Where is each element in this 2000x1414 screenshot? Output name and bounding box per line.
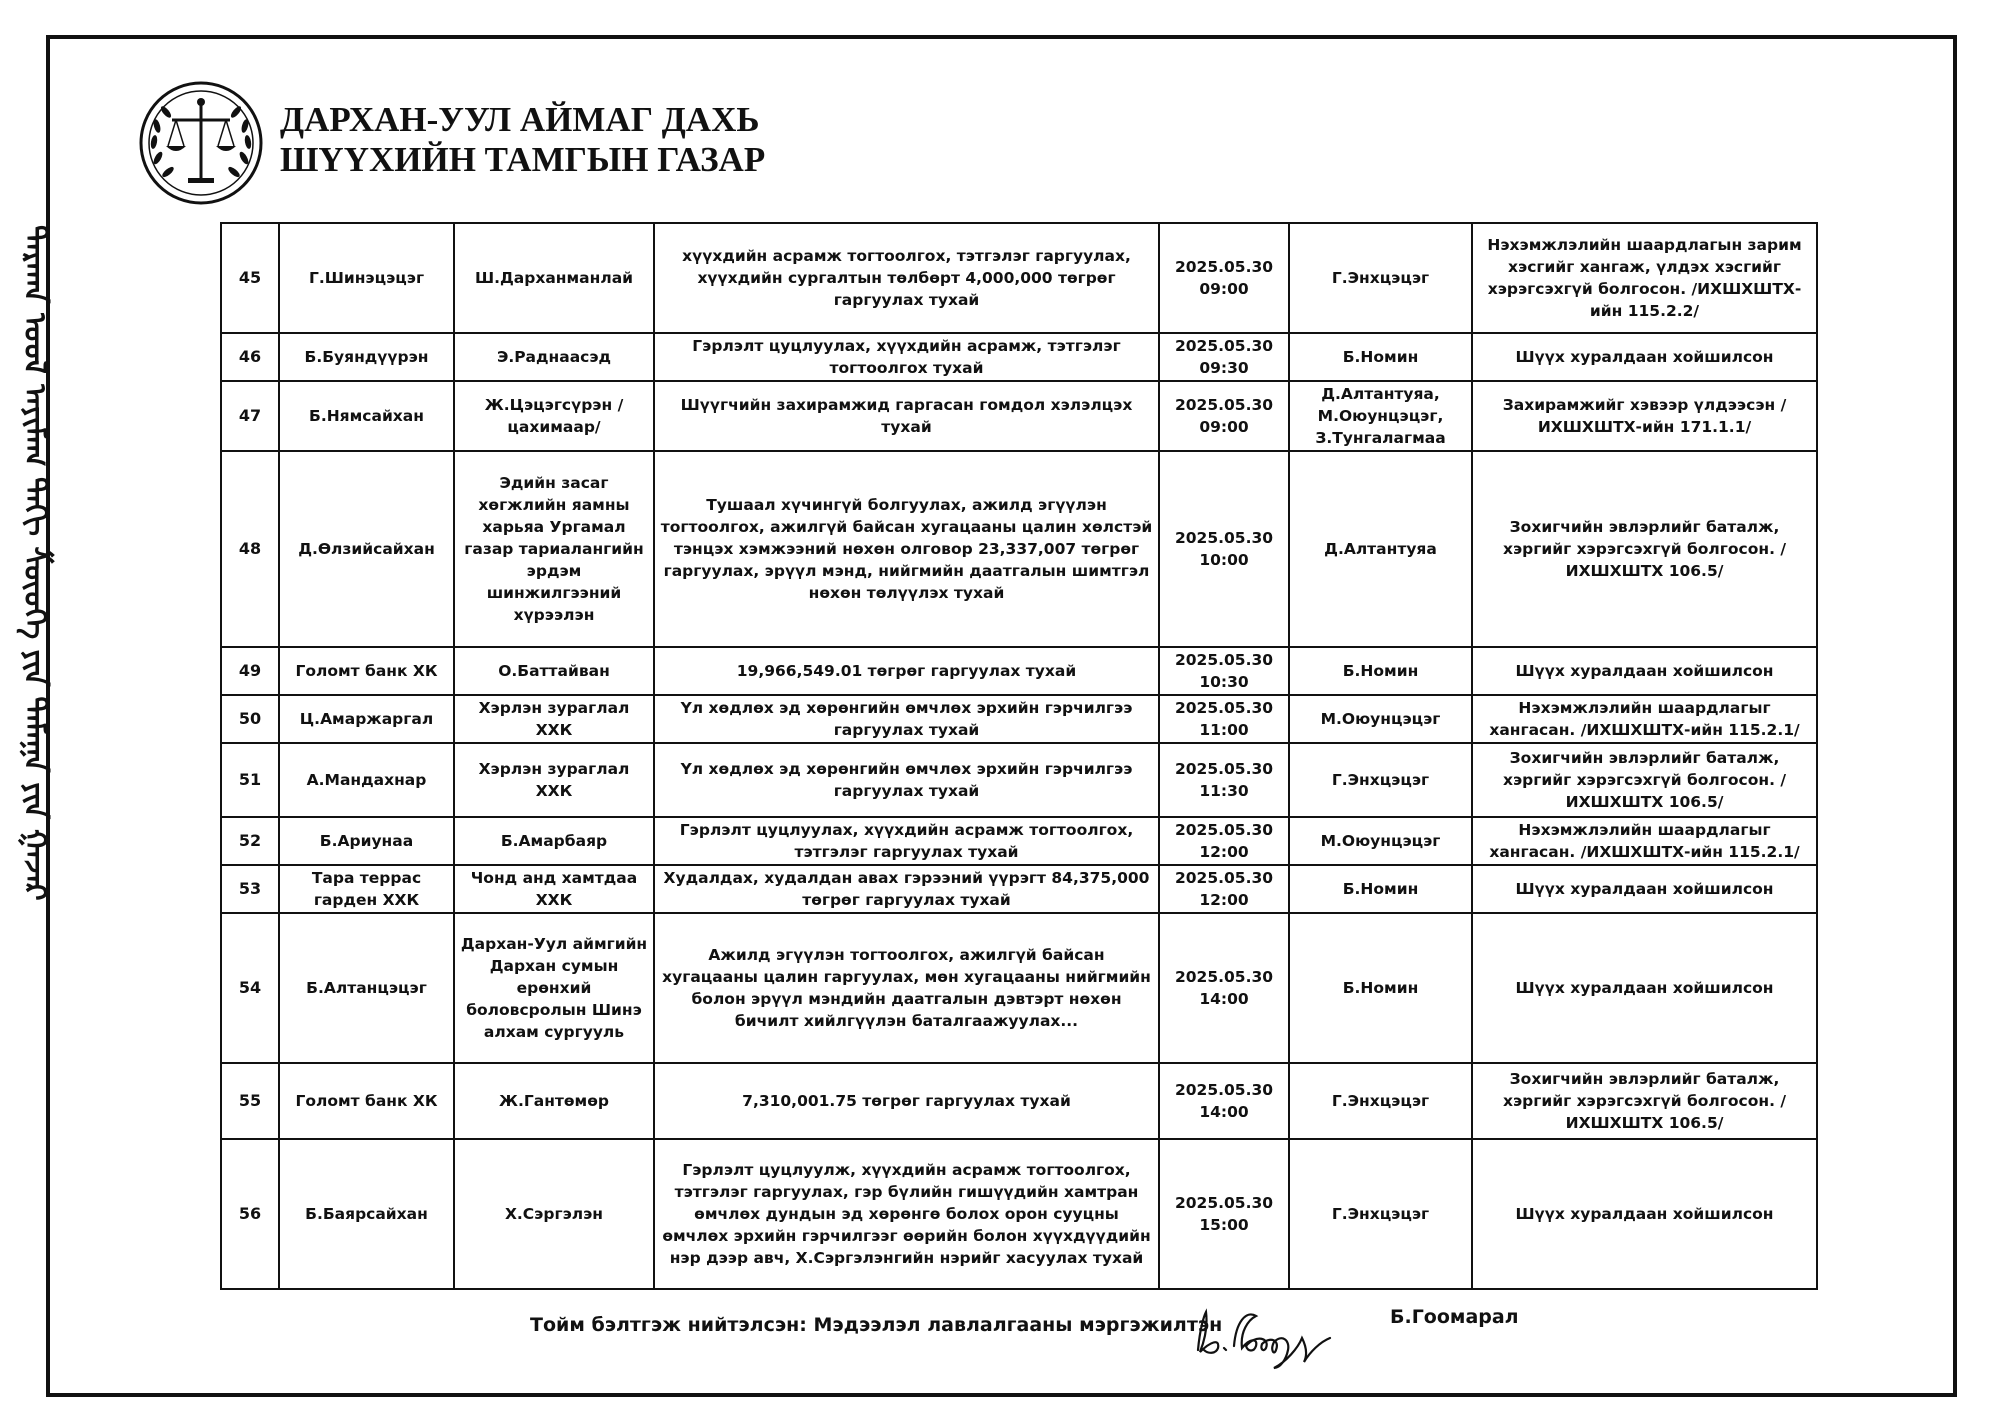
handwritten-signature (1190, 1298, 1370, 1370)
hearing-datetime-cell: 2025.05.30 12:00 (1159, 817, 1289, 865)
hearing-datetime-cell: 2025.05.30 09:00 (1159, 381, 1289, 451)
defendant-cell: О.Баттайван (454, 647, 654, 695)
judge-cell: Б.Номин (1289, 647, 1472, 695)
judge-cell: Б.Номин (1289, 913, 1472, 1063)
title-line-2: ШҮҮХИЙН ТАМГЫН ГАЗАР (280, 140, 766, 179)
hearing-datetime-cell: 2025.05.30 14:00 (1159, 913, 1289, 1063)
claim-description-cell: Худалдах, худалдан авах гэрээний үүрэгт 84,375,000 төгрөг гаргуулах тухай (654, 865, 1159, 913)
hearing-result-cell: Нэхэмжлэлийн шаардлагыг хангасан. /ИХШХШТХ-ийн 115.2.1/ (1472, 817, 1817, 865)
claim-description-cell: Үл хөдлөх эд хөрөнгийн өмчлөх эрхийн гэрчилгээ гаргуулах тухай (654, 695, 1159, 743)
defendant-cell: Х.Сэргэлэн (454, 1139, 654, 1289)
court-office-title (280, 100, 765, 180)
table-row (221, 913, 1817, 1063)
defendant-cell: Ж.Цэцэгсүрэн /цахимаар/ (454, 381, 654, 451)
hearing-datetime-cell: 2025.05.30 12:00 (1159, 865, 1289, 913)
plaintiff-cell: Ц.Амаржаргал (279, 695, 454, 743)
table-row (221, 1063, 1817, 1139)
preparer-name: Б.Гоомарал (1390, 1306, 1519, 1328)
row-number: 46 (221, 333, 279, 381)
hearing-datetime-cell: 2025.05.30 15:00 (1159, 1139, 1289, 1289)
claim-description-cell: Тушаал хүчингүй болгуулах, ажилд эгүүлэн тогтоолгох, ажилгүй байсан хугацааны цалин хөлстэй тэнцэх хэмжээний нөхөн олговор 23,337,007 төгрөг гаргуулах, эрүүл мэнд, нийгмийн даатгалын шимтгэл нөхөн төлүүлэх тухай (654, 451, 1159, 647)
scales-of-justice-emblem-icon (136, 78, 266, 208)
hearing-result-cell: Захирамжийг хэвээр үлдээсэн /ИХШХШТХ-ийн 171.1.1/ (1472, 381, 1817, 451)
table-row (221, 1139, 1817, 1289)
table-row (221, 223, 1817, 333)
claim-description-cell: Шүүгчийн захирамжид гаргасан гомдол хэлэлцэх тухай (654, 381, 1159, 451)
plaintiff-cell: Голомт банк ХК (279, 647, 454, 695)
table-row (221, 817, 1817, 865)
page-footer (530, 1300, 1630, 1360)
claim-description-cell: 19,966,549.01 төгрөг гаргуулах тухай (654, 647, 1159, 695)
defendant-cell: Б.Амарбаяр (454, 817, 654, 865)
hearing-result-cell: Нэхэмжлэлийн шаардлагын зарим хэсгийг хангаж, үлдэх хэсгийг хэрэгсэхгүй болгосон. /ИХШХШТХ-ийн 115.2.2/ (1472, 223, 1817, 333)
plaintiff-cell: Голомт банк ХК (279, 1063, 454, 1139)
claim-description-cell: Гэрлэлт цуцлуулах, хүүхдийн асрамж, тэтгэлэг тогтоолгох тухай (654, 333, 1159, 381)
table-row (221, 743, 1817, 817)
defendant-cell: Чонд анд хамтдаа ХХК (454, 865, 654, 913)
defendant-cell: Хэрлэн зураглал ХХК (454, 695, 654, 743)
row-number: 54 (221, 913, 279, 1063)
judge-cell: М.Оюунцэцэг (1289, 695, 1472, 743)
judge-cell: М.Оюунцэцэг (1289, 817, 1472, 865)
claim-description-cell: Гэрлэлт цуцлуулах, хүүхдийн асрамж тогтоолгох, тэтгэлэг гаргуулах тухай (654, 817, 1159, 865)
court-hearings-table (220, 222, 1818, 1290)
plaintiff-cell: А.Мандахнар (279, 743, 454, 817)
defendant-cell: Хэрлэн зураглал ХХК (454, 743, 654, 817)
row-number: 53 (221, 865, 279, 913)
row-number: 45 (221, 223, 279, 333)
hearing-result-cell: Шүүх хуралдаан хойшилсон (1472, 913, 1817, 1063)
judge-cell: Б.Номин (1289, 865, 1472, 913)
hearing-result-cell: Шүүх хуралдаан хойшилсон (1472, 865, 1817, 913)
row-number: 49 (221, 647, 279, 695)
defendant-cell: Ш.Дарханманлай (454, 223, 654, 333)
judge-cell: Г.Энхцэцэг (1289, 223, 1472, 333)
hearing-datetime-cell: 2025.05.30 09:00 (1159, 223, 1289, 333)
hearing-result-cell: Зохигчийн эвлэрлийг баталж, хэргийг хэрэгсэхгүй болгосон. /ИХШХШТХ 106.5/ (1472, 1063, 1817, 1139)
judge-cell: Д.Алтантуяа, М.Оюунцэцэг, З.Тунгалагмаа (1289, 381, 1472, 451)
plaintiff-cell: Тара террас гарден ХХК (279, 865, 454, 913)
plaintiff-cell: Г.Шинэцэцэг (279, 223, 454, 333)
plaintiff-cell: Б.Ариунаа (279, 817, 454, 865)
row-number: 52 (221, 817, 279, 865)
table-row (221, 647, 1817, 695)
claim-description-cell: хүүхдийн асрамж тогтоолгох, тэтгэлэг гаргуулах, хүүхдийн сургалтын төлбөрт 4,000,000 төгрөг гаргуулах тухай (654, 223, 1159, 333)
title-line-1: ДАРХАН-УУЛ АЙМАГ ДАХЬ (280, 100, 760, 139)
claim-description-cell: 7,310,001.75 төгрөг гаргуулах тухай (654, 1063, 1159, 1139)
defendant-cell: Эдийн засаг хөгжлийн яамны харьяа Ургамал газар тариалангийн эрдэм шинжилгээний хүрээлэн (454, 451, 654, 647)
table-row (221, 865, 1817, 913)
hearing-result-cell: Шүүх хуралдаан хойшилсон (1472, 333, 1817, 381)
hearing-datetime-cell: 2025.05.30 10:00 (1159, 451, 1289, 647)
mongolian-script-vertical-text: ᠳᠠᠷᠬᠠᠨ ᠤᠤᠯ ᠠᠶᠢᠮᠠᠭ ᠳᠠᠬᠢ ᠱᠦᠦᠬᠡ ᠶᠢᠨ ᠲᠠᠮᠠᠭᠠ ᠶᠢᠨ ᠭᠠᠵᠠᠷ (17, 225, 52, 901)
hearing-result-cell: Шүүх хуралдаан хойшилсон (1472, 1139, 1817, 1289)
table-row (221, 451, 1817, 647)
claim-description-cell: Гэрлэлт цуцлуулж, хүүхдийн асрамж тогтоолгох, тэтгэлэг гаргуулах, гэр бүлийн гишүүдийн хамтран өмчлөх дундын эд хөрөнгө болох орон сууцны өмчлөх эрхийн гэрчилгээг өөрийн болон хүүхдүүдийн нэр дээр авч, Х.Сэргэлэнгийн нэрийг хасуулах тухай (654, 1139, 1159, 1289)
row-number: 55 (221, 1063, 279, 1139)
row-number: 56 (221, 1139, 279, 1289)
judge-cell: Г.Энхцэцэг (1289, 1139, 1472, 1289)
hearing-result-cell: Нэхэмжлэлийн шаардлагыг хангасан. /ИХШХШТХ-ийн 115.2.1/ (1472, 695, 1817, 743)
hearing-datetime-cell: 2025.05.30 10:30 (1159, 647, 1289, 695)
row-number: 50 (221, 695, 279, 743)
plaintiff-cell: Б.Нямсайхан (279, 381, 454, 451)
defendant-cell: Ж.Гантөмөр (454, 1063, 654, 1139)
hearing-result-cell: Шүүх хуралдаан хойшилсон (1472, 647, 1817, 695)
row-number: 48 (221, 451, 279, 647)
row-number: 47 (221, 381, 279, 451)
table-row (221, 381, 1817, 451)
defendant-cell: Э.Раднаасэд (454, 333, 654, 381)
hearing-datetime-cell: 2025.05.30 11:00 (1159, 695, 1289, 743)
claim-description-cell: Үл хөдлөх эд хөрөнгийн өмчлөх эрхийн гэрчилгээ гаргуулах тухай (654, 743, 1159, 817)
row-number: 51 (221, 743, 279, 817)
hearing-datetime-cell: 2025.05.30 11:30 (1159, 743, 1289, 817)
hearing-result-cell: Зохигчийн эвлэрлийг баталж, хэргийг хэрэгсэхгүй болгосон. /ИХШХШТХ 106.5/ (1472, 743, 1817, 817)
hearing-result-cell: Зохигчийн эвлэрлийг баталж, хэргийг хэрэгсэхгүй болгосон. /ИХШХШТХ 106.5/ (1472, 451, 1817, 647)
hearing-datetime-cell: 2025.05.30 14:00 (1159, 1063, 1289, 1139)
judge-cell: Д.Алтантуяа (1289, 451, 1472, 647)
plaintiff-cell: Д.Өлзийсайхан (279, 451, 454, 647)
judge-cell: Г.Энхцэцэг (1289, 1063, 1472, 1139)
plaintiff-cell: Б.Алтанцэцэг (279, 913, 454, 1063)
plaintiff-cell: Б.Баярсайхан (279, 1139, 454, 1289)
judge-cell: Б.Номин (1289, 333, 1472, 381)
plaintiff-cell: Б.Буяндүүрэн (279, 333, 454, 381)
table-row (221, 333, 1817, 381)
table-row (221, 695, 1817, 743)
hearing-datetime-cell: 2025.05.30 09:30 (1159, 333, 1289, 381)
claim-description-cell: Ажилд эгүүлэн тогтоолгох, ажилгүй байсан хугацааны цалин гаргуулах, мөн хугацааны нийгмийн болон эрүүл мэндийн даатгалын дэвтэрт нөхөн бичилт хийлгүүлэн баталгаажуулах... (654, 913, 1159, 1063)
defendant-cell: Дархан-Уул аймгийн Дархан сумын ерөнхий боловсролын Шинэ алхам сургууль (454, 913, 654, 1063)
prepared-by-label: Тойм бэлтгэж нийтэлсэн: Мэдээлэл лавлалгааны мэргэжилтэн (530, 1314, 1223, 1336)
judge-cell: Г.Энхцэцэг (1289, 743, 1472, 817)
